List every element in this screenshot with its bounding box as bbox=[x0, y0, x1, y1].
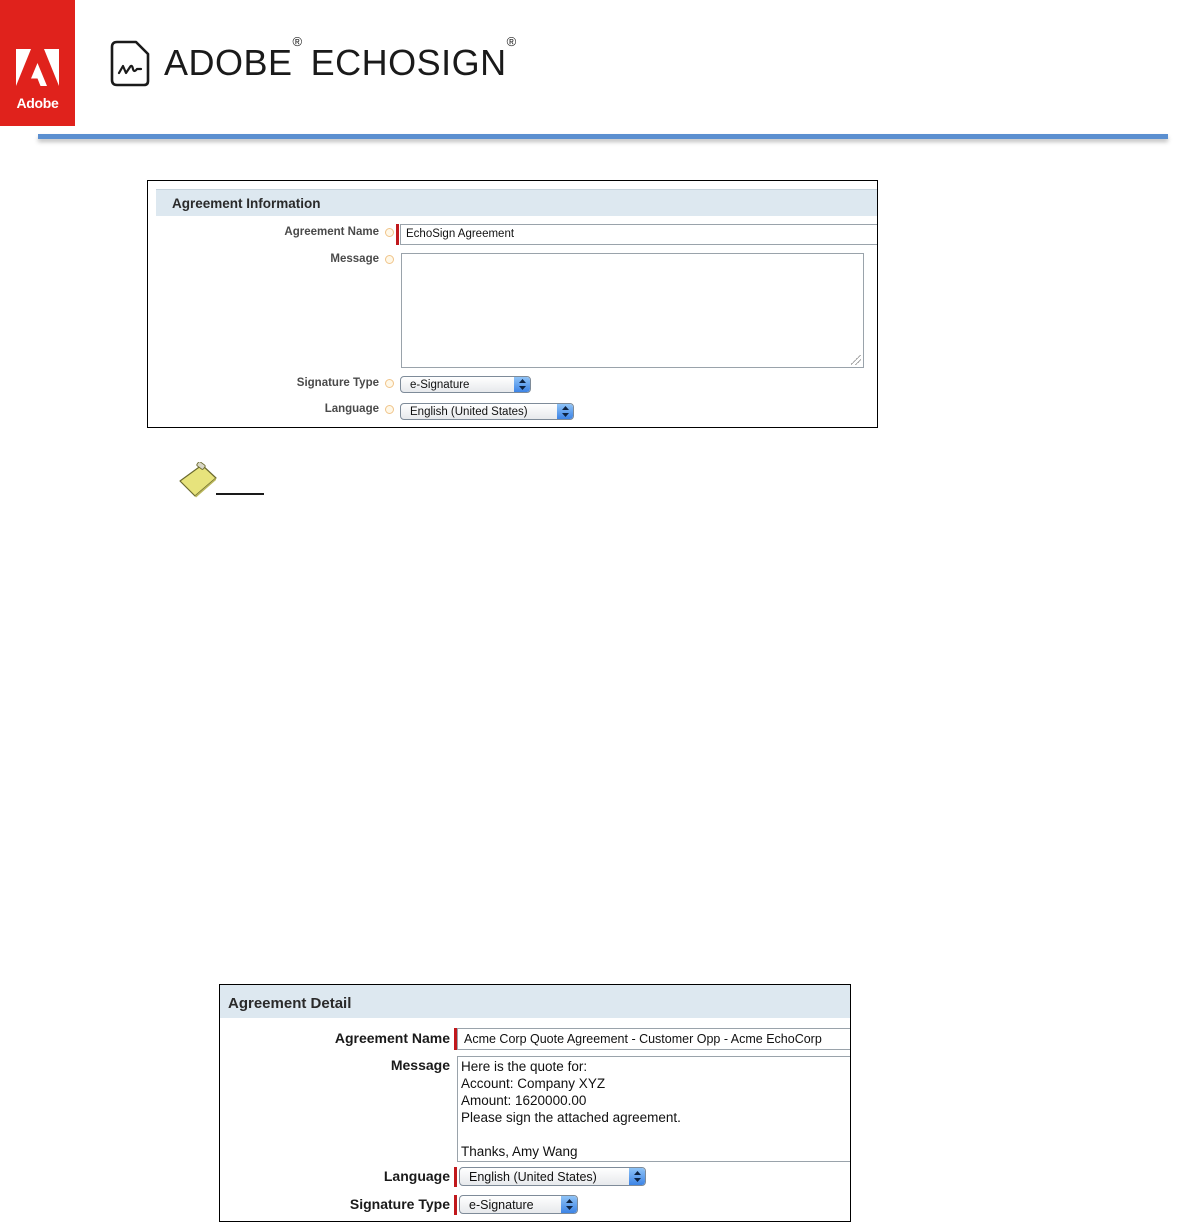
document-signature-icon bbox=[108, 39, 152, 87]
help-icon[interactable] bbox=[385, 379, 394, 388]
signature-type-value: e-Signature bbox=[469, 1198, 534, 1212]
required-indicator bbox=[454, 1167, 457, 1187]
signature-type-label: Signature Type bbox=[296, 377, 379, 389]
adobe-logo bbox=[0, 0, 75, 126]
required-indicator bbox=[396, 224, 399, 245]
echosign-brand bbox=[108, 34, 517, 88]
adobe-logo-text: Adobe bbox=[16, 95, 59, 111]
resize-handle[interactable] bbox=[851, 355, 861, 365]
agreement-name-label: Agreement Name bbox=[334, 1030, 450, 1046]
registered-mark: ® bbox=[506, 34, 517, 49]
message-textarea[interactable] bbox=[401, 253, 864, 368]
required-indicator bbox=[454, 1195, 457, 1215]
language-value: English (United States) bbox=[469, 1170, 597, 1184]
message-line: Please sign the attached agreement. bbox=[461, 1110, 681, 1125]
signature-type-label: Signature Type bbox=[349, 1196, 450, 1212]
brand-name bbox=[164, 34, 517, 84]
message-line: Amount: 1620000.00 bbox=[461, 1093, 587, 1108]
note-link[interactable] bbox=[216, 493, 264, 495]
header-divider bbox=[38, 134, 1168, 139]
message-line: Here is the quote for: bbox=[461, 1059, 588, 1074]
help-icon[interactable] bbox=[385, 405, 394, 414]
message-textarea[interactable] bbox=[457, 1056, 851, 1162]
select-arrows-icon bbox=[561, 1196, 577, 1213]
language-value: English (United States) bbox=[410, 406, 528, 418]
agreement-detail-panel bbox=[219, 984, 851, 1222]
message-label: Message bbox=[390, 1057, 450, 1073]
message-label: Message bbox=[330, 253, 379, 265]
help-icon[interactable] bbox=[385, 228, 394, 237]
panel-title: Agreement Information bbox=[156, 189, 877, 216]
adobe-a-icon bbox=[16, 49, 59, 92]
help-icon[interactable] bbox=[385, 255, 394, 264]
agreement-name-input[interactable]: Acme Corp Quote Agreement - Customer Opp - Acme EchoCorp bbox=[457, 1028, 851, 1050]
language-select[interactable] bbox=[459, 1167, 646, 1186]
select-arrows-icon bbox=[514, 377, 530, 392]
select-arrows-icon bbox=[557, 404, 573, 419]
panel-title: Agreement Detail bbox=[220, 985, 850, 1018]
agreement-information-panel bbox=[147, 180, 878, 428]
language-select[interactable] bbox=[400, 403, 574, 420]
signature-type-select[interactable] bbox=[400, 376, 531, 393]
agreement-name-input[interactable]: EchoSign Agreement bbox=[400, 224, 878, 245]
brand-word-adobe: ADOBE bbox=[164, 42, 293, 83]
agreement-name-label: Agreement Name bbox=[284, 226, 379, 238]
select-arrows-icon bbox=[629, 1168, 645, 1185]
language-label: Language bbox=[324, 403, 379, 415]
message-line: Account: Company XYZ bbox=[461, 1076, 606, 1091]
language-label: Language bbox=[383, 1168, 450, 1184]
signature-type-select[interactable] bbox=[459, 1195, 578, 1214]
registered-mark: ® bbox=[292, 34, 303, 49]
clipboard-note-icon bbox=[178, 462, 218, 503]
message-line bbox=[461, 1126, 851, 1143]
message-line: Thanks, Amy Wang bbox=[461, 1144, 578, 1159]
brand-word-echosign: ECHOSIGN bbox=[310, 42, 507, 83]
signature-type-value: e-Signature bbox=[410, 379, 470, 391]
